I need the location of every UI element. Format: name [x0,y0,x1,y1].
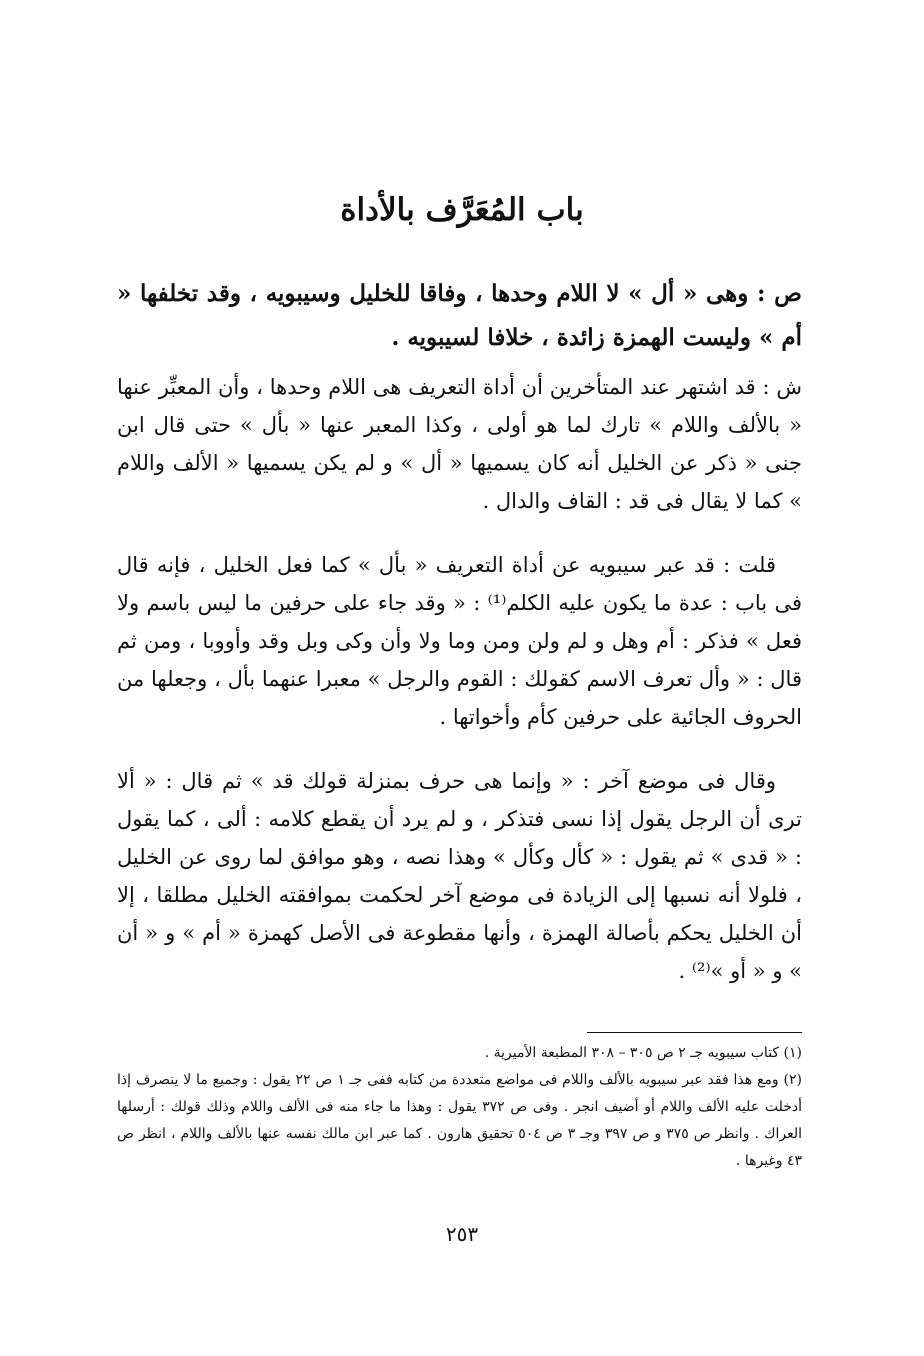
commentary-paragraph-1 [117,368,802,520]
paragraph-text: قلت : قد عبر سيبويه عن أداة التعريف « بأل » كما فعل الخليل ، فإنه قال فى باب : عدة ما يكون عليه الكلم⁽¹⁾ : « وقد جاء على حرفين ما ليس باسم ولا فعل » فذكر : أم وهل و لم ولن ومن وما ولا وأن وكى وبل وقد وأووبا ، ومن ثم قال : « وأل تعرف الاسم كقولك : القوم والرجل » معبرا عنهما بأل ، وجعلها من الحروف الجائية على حرفين كأم وأخواتها . [117,553,802,729]
paragraph-text: ش : قد اشتهر عند المتأخرين أن أداة التعريف هى اللام وحدها ، وأن المعبِّر عنها « بالألف واللام » تارك لما هو أولى ، وكذا المعبر عنها « بأل » حتى قال ابن جنى « ذكر عن الخليل أنه كان يسميها « أل » و لم يكن يسميها « الألف واللام » كما لا يقال فى قد : القاف والدال . [117,375,802,513]
matn-paragraph: ص : وهى « أل » لا اللام وحدها ، وفاقا للخليل وسيبويه ، وقد تخلفها « أم » وليست الهمزة زائدة ، خلافا لسيبويه . [117,280,802,351]
footnote-divider [587,1032,802,1033]
paragraph-text: وقال فى موضع آخر : « وإنما هى حرف بمنزلة قولك قد » ثم قال : « ألا ترى أن الرجل يقول إذا نسى فتذكر ، و لم يرد أن يقطع كلامه : ألى ، كما يقول : « قدى » ثم يقول : « كأل وكأل » وهذا نصه ، وهو موافق لما روى عن الخليل ، فلولا أنه نسبها إلى الزيادة فى موضع آخر لحكمت بموافقته الخليل مطلقا ، إلا أن الخليل يحكم بأصالة الهمزة ، وأنها مقطوعة فى الأصل كهمزة « أم » و « أن » و « أو »⁽²⁾ . [117,769,802,983]
page-number: ٢٥٣ [445,1222,479,1246]
commentary-paragraph-3 [117,762,802,990]
matn-text [117,272,802,360]
footnotes-section [117,1040,802,1175]
chapter-title: باب المُعَرَّف بالأداة [340,192,584,228]
footnote-1: (١) كتاب سيبويه جـ ٢ ص ٣٠٥ – ٣٠٨ المطبعة الأميرية . [484,1045,802,1061]
footnote-2: (٢) ومع هذا فقد عبر سيبويه بالألف واللام فى مواضع متعددة من كتابه ففى جـ ١ ص ٢٢ يقول : وجميع ما لا ينصرف إذا أدخلت عليه الألف واللام أو أضيف انجر . وفى ص ٣٧٢ يقول : وهذا ما جاء منه فى الألف واللام وذلك قولك : أرسلها العراك . وانظر ص ٣٧٥ و ص ٣٩٧ وجـ ٣ ص ٥٠٤ تحقيق هارون . كما عبر ابن مالك نفسه عنها بالألف واللام ، انظر ص ٤٣ وغيرها . [117,1072,803,1169]
commentary-paragraph-2 [117,546,802,736]
